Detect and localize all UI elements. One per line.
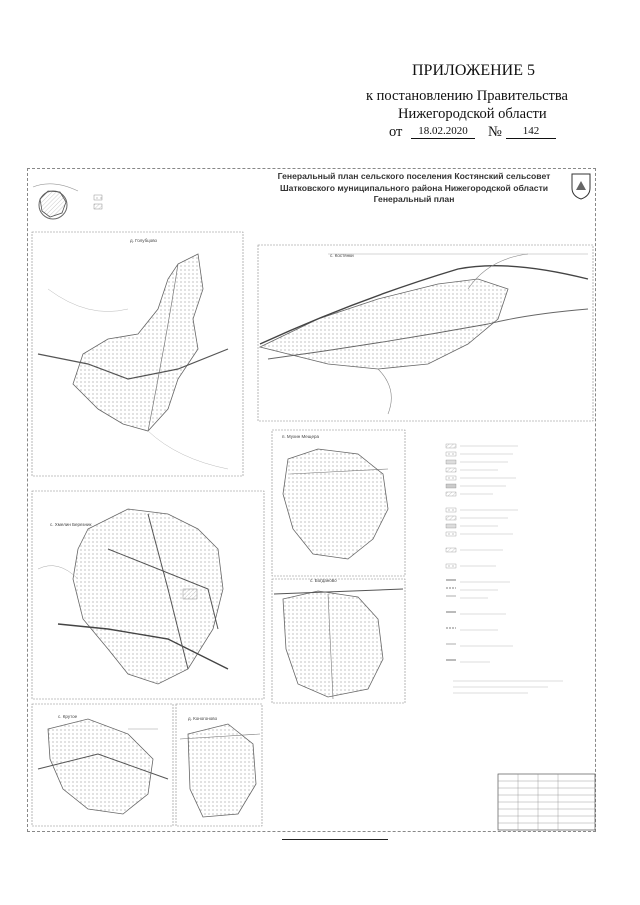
map-title (258, 171, 570, 206)
inset-map-kostyanki (258, 245, 593, 421)
map-title-line-1: Генеральный план сельского поселения Костянский сельсовет (277, 171, 551, 181)
map-title-line-3: Генеральный план (373, 194, 455, 204)
inset-label: д. Голубцово (130, 238, 158, 243)
resolution-line-2: Нижегородской области (398, 106, 547, 122)
master-plan-map-sheet (27, 168, 596, 832)
map-drawing (28, 169, 597, 833)
locator-map (33, 184, 102, 219)
map-legend (446, 444, 563, 693)
region-emblem-icon (570, 172, 592, 200)
inset-label: с. Крутое (58, 714, 78, 719)
inset-label: п. Мухин Мещера (282, 434, 319, 439)
document-date: 18.02.2020 (411, 124, 475, 139)
title-stamp-block (498, 774, 595, 830)
inset-label: с. Богданово (310, 578, 337, 583)
inset-map-krutoe (32, 704, 173, 826)
document-number: 142 (506, 124, 556, 139)
date-prefix: от (389, 124, 403, 140)
inset-map-khmelin-bereznik (272, 579, 405, 703)
inset-map-mukhin-meshchera (272, 430, 405, 576)
number-prefix: № (488, 124, 502, 140)
bottom-separator-line (282, 839, 388, 840)
appendix-label: ПРИЛОЖЕНИЕ 5 (412, 62, 536, 79)
inset-label: с. Хмелин Березник (50, 522, 92, 527)
map-title-line-2: Шатковского муниципального района Нижегородской области (279, 182, 549, 193)
resolution-line-1: к постановлению Правительства (366, 88, 568, 104)
inset-label: д. Коногоново (188, 716, 218, 721)
inset-map-golubtsovo (32, 232, 243, 476)
inset-map-konogonovo (176, 704, 262, 826)
inset-label: с. Костянки (330, 253, 354, 258)
